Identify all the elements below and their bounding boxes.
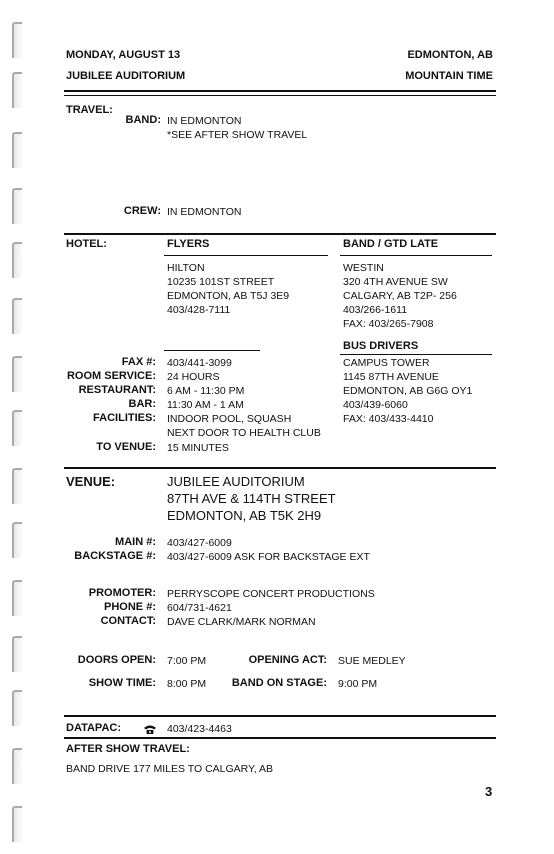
hotel-flyers-heading: FLYERS	[167, 238, 210, 250]
venue-onstage-label: BAND ON STAGE:	[231, 677, 327, 689]
venue-opening-act-label: OPENING ACT:	[248, 654, 327, 666]
venue-main-label: MAIN #:	[115, 536, 156, 548]
hotel-fax-value: 403/441-3099	[167, 357, 232, 369]
header-venue: JUBILEE AUDITORIUM	[66, 70, 186, 82]
venue-rule	[64, 715, 496, 717]
datapac-rule	[64, 737, 496, 739]
header-rule-top	[64, 90, 496, 92]
hotel-bar-value: 11:30 AM - 1 AM	[167, 399, 244, 411]
venue-showtime-label: SHOW TIME:	[88, 677, 156, 689]
travel-crew-label: CREW:	[123, 205, 161, 217]
venue-showtime-value: 8:00 PM	[167, 678, 207, 690]
hotel-facilities-value: INDOOR POOL, SQUASH	[167, 413, 292, 425]
venue-promoter-value: PERRYSCOPE CONCERT PRODUCTIONS	[167, 588, 375, 600]
datapac-label: DATAPAC:	[66, 722, 121, 734]
hotel-fax-label: FAX #:	[121, 356, 156, 368]
after-show-heading: AFTER SHOW TRAVEL:	[66, 743, 190, 755]
venue-doors-label: DOORS OPEN:	[77, 654, 156, 666]
header-rule-bottom	[64, 95, 496, 96]
after-show-text: BAND DRIVE 177 MILES TO CALGARY, AB	[66, 763, 273, 775]
datapac-value: 403/423-4463	[167, 723, 232, 735]
venue-line3: EDMONTON, AB T5K 2H9	[167, 508, 322, 523]
header-date: MONDAY, AUGUST 13	[66, 49, 181, 61]
venue-promoter-label: PROMOTER:	[88, 587, 156, 599]
hotel-details-rule	[164, 350, 260, 351]
venue-backstage-value: 403/427-6009 ASK FOR BACKSTAGE EXT	[167, 551, 370, 563]
venue-line2: 87TH AVE & 114TH STREET	[167, 491, 336, 506]
hotel-room-service-value: 24 HOURS	[167, 371, 220, 383]
hotel-bus-heading: BUS DRIVERS	[343, 340, 419, 352]
hotel-restaurant-value: 6 AM - 11:30 PM	[167, 385, 245, 397]
venue-heading: VENUE:	[66, 474, 116, 489]
page-number: 3	[485, 784, 493, 799]
travel-band-label: BAND:	[125, 114, 161, 126]
venue-backstage-label: BACKSTAGE #:	[74, 550, 156, 562]
hotel-rule	[64, 467, 496, 469]
hotel-to-venue-value: 15 MINUTES	[167, 442, 229, 454]
venue-contact-label: CONTACT:	[100, 615, 156, 627]
hotel-to-venue-label: TO VENUE:	[96, 441, 156, 453]
venue-main-value: 403/427-6009	[167, 537, 232, 549]
hotel-flyers-rule	[164, 255, 328, 256]
travel-band-line2: *SEE AFTER SHOW TRAVEL	[167, 129, 308, 141]
venue-line1: JUBILEE AUDITORIUM	[167, 474, 305, 489]
hotel-bar-label: BAR:	[128, 398, 156, 410]
venue-doors-value: 7:00 PM	[167, 655, 207, 667]
hotel-facilities-label: FACILITIES:	[93, 412, 156, 424]
venue-opening-act-value: SUE MEDLEY	[338, 655, 406, 667]
venue-onstage-value: 9:00 PM	[338, 678, 378, 690]
telephone-icon	[143, 724, 157, 735]
hotel-band-late-rule	[340, 255, 492, 256]
travel-band-line1: IN EDMONTON	[167, 115, 242, 127]
travel-crew-value: IN EDMONTON	[167, 206, 242, 218]
header-timezone: MOUNTAIN TIME	[405, 70, 493, 82]
venue-phone-label: PHONE #:	[104, 601, 156, 613]
hotel-restaurant-label: RESTAURANT:	[78, 384, 156, 396]
hotel-bus-rule	[340, 354, 492, 355]
travel-heading: TRAVEL:	[66, 104, 113, 116]
travel-rule	[64, 233, 496, 235]
venue-phone-value: 604/731-4621	[167, 602, 232, 614]
hotel-facilities-value-2: NEXT DOOR TO HEALTH CLUB	[167, 427, 321, 439]
venue-contact-value: DAVE CLARK/MARK NORMAN	[167, 616, 316, 628]
header-city: EDMONTON, AB	[407, 49, 493, 61]
hotel-heading: HOTEL:	[66, 238, 107, 250]
hotel-room-service-label: ROOM SERVICE:	[66, 370, 156, 382]
hotel-band-late-heading: BAND / GTD LATE	[343, 238, 439, 250]
